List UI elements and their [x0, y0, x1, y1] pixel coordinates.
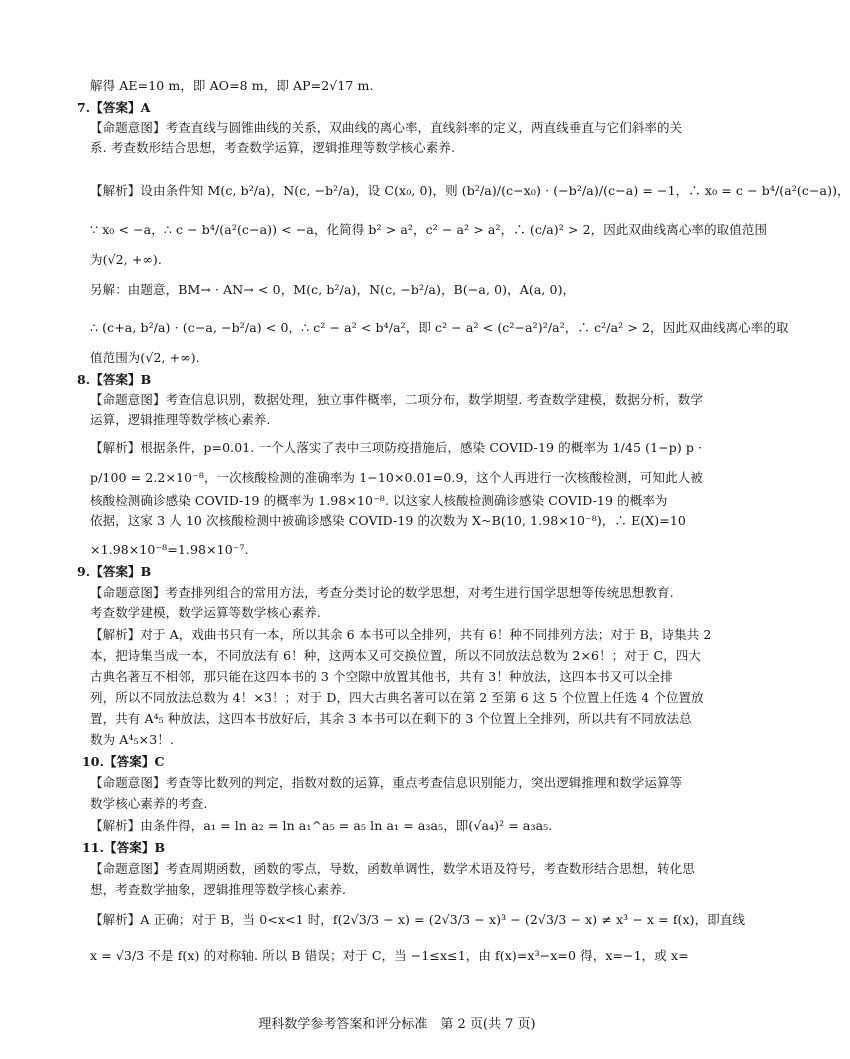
text-line: 值范围为(√2, +∞).	[90, 350, 200, 365]
page-footer: 理科数学参考答案和评分标准 第 2 页(共 7 页)	[258, 1017, 536, 1032]
text-line: 列，所以不同放法总数为 4！×3！；对于 D，四大古典名著可以在第 2 至第 6 这 5 个位置上任选 4 个位置放	[90, 690, 704, 705]
math-line: 【解析】设由条件知 M(c, b²/a)，N(c, −b²/a)，设 C(x₀, 0)，则 (b²/a)/(c−x₀) · (−b²/a)/(c−a) = −1，∴ x₀ = c − b⁴/(a²(c−a))，	[90, 183, 850, 198]
text-line: 本，把诗集当成一本，不同放法有 6！种，这两本又可交换位置，所以不同放法总数为 2×6！；对于 C，四大	[90, 648, 702, 663]
text-line: 置，共有 A⁴₅ 种放法，这四本书放好后，其余 3 本书可以在剩下的 3 个位置上全排列，所以共有不同放法总	[90, 711, 692, 726]
text-line: 为(√2, +∞).	[90, 252, 162, 267]
text-line: 【命题意图】考查周期函数，函数的零点，导数，函数单调性，数学术语及符号，考查数形结合思想，转化思	[90, 861, 695, 876]
text-line: 数为 A⁴₅×3！.	[90, 732, 174, 747]
text-line: 核酸检测确诊感染 COVID-19 的概率为 1.98×10⁻⁸. 以这家人核酸检测确诊感染 COVID-19 的概率为	[90, 493, 668, 508]
math-line: 【解析】A 正确；对于 B，当 0<x<1 时，f(2√3/3 − x) = (2√3/3 − x)³ − (2√3/3 − x) ≠ x³ − x = f(x)，即直线	[90, 912, 746, 927]
math-line: x = √3/3 不是 f(x) 的对称轴. 所以 B 错误；对于 C，当 −1≤x≤1，由 f(x)=x³−x=0 得，x=−1，或 x=	[90, 948, 689, 963]
text-line: 运算，逻辑推理等数学核心素养.	[90, 412, 271, 427]
text-line: 【解析】对于 A，戏曲书只有一本，所以其余 6 本书可以全排列，共有 6！种不同排列方法；对于 B，诗集共 2	[90, 627, 712, 642]
text-line: 【命题意图】考查等比数列的判定，指数对数的运算，重点考查信息识别能力，突出逻辑推理和数学运算等	[90, 775, 683, 790]
math-line: 【解析】由条件得，a₁ = ln a₂ = ln a₁^a₅ = a₅ ln a₁ = a₃a₅，即(√a₄)² = a₃a₅.	[90, 818, 553, 833]
text-line: 古典名著互不相邻，那只能在这四本书的 3 个空隙中放置其他书，共有 3！种放法，这四本书又可以全排	[90, 669, 673, 684]
text-line: 考查数学建模，数学运算等数学核心素养.	[90, 605, 321, 620]
text-line: 【命题意图】考查信息识别，数据处理，独立事件概率，二项分布，数学期望. 考查数学建模，数据分析，数学	[90, 392, 703, 407]
text-line: ×1.98×10⁻⁸=1.98×10⁻⁷.	[90, 542, 249, 557]
text-line: 想，考查数学抽象，逻辑推理等数学核心素养.	[90, 882, 347, 897]
text-line: 解得 AE=10 m，即 AO=8 m，即 AP=2√17 m.	[90, 78, 374, 93]
answer-heading-7: 7.【答案】A	[77, 100, 151, 115]
answer-heading-8: 8.【答案】B	[77, 372, 152, 387]
math-line: 另解：由题意，BM→ · AN→ < 0，M(c, b²/a)，N(c, −b²/a)，B(−a, 0)，A(a, 0)，	[90, 282, 576, 297]
text-line: p/100 = 2.2×10⁻⁸，一次核酸检测的准确率为 1−10×0.01=0.9，这个人再进行一次核酸检测，可知此人被	[90, 470, 703, 485]
math-line: ∵ x₀ < −a，∴ c − b⁴/(a²(c−a)) < −a，化简得 b² > a²，c² − a² > a²，∴ (c/a)² > 2，因此双曲线离心率的取值范围	[90, 222, 768, 237]
text-line: 【解析】根据条件，p=0.01. 一个人落实了表中三项防疫措施后，感染 COVID-19 的概率为 1/45 (1−p) p ·	[90, 440, 703, 455]
answer-heading-9: 9.【答案】B	[77, 564, 152, 579]
text-line: 数学核心素养的考查.	[90, 796, 208, 811]
text-line: 【命题意图】考查直线与圆锥曲线的关系，双曲线的离心率，直线斜率的定义，两直线垂直与它们斜率的关	[90, 120, 683, 135]
math-line: ∴ (c+a, b²/a) · (c−a, −b²/a) < 0，∴ c² − a² < b⁴/a²，即 c² − a² < (c²−a²)²/a²，∴ c²/a² > 2，因此双曲线离心率的取	[90, 320, 789, 335]
answer-heading-10: 10.【答案】C	[82, 754, 165, 769]
answer-heading-11: 11.【答案】B	[82, 840, 166, 855]
text-line: 依据，这家 3 人 10 次核酸检测中被确诊感染 COVID-19 的次数为 X~B(10, 1.98×10⁻⁸)，∴ E(X)=10	[90, 513, 686, 528]
text-line: 系. 考查数形结合思想，考查数学运算，逻辑推理等数学核心素养.	[90, 140, 456, 155]
text-line: 【命题意图】考查排列组合的常用方法，考查分类讨论的数学思想，对考生进行国学思想等传统思想教育.	[90, 585, 674, 600]
